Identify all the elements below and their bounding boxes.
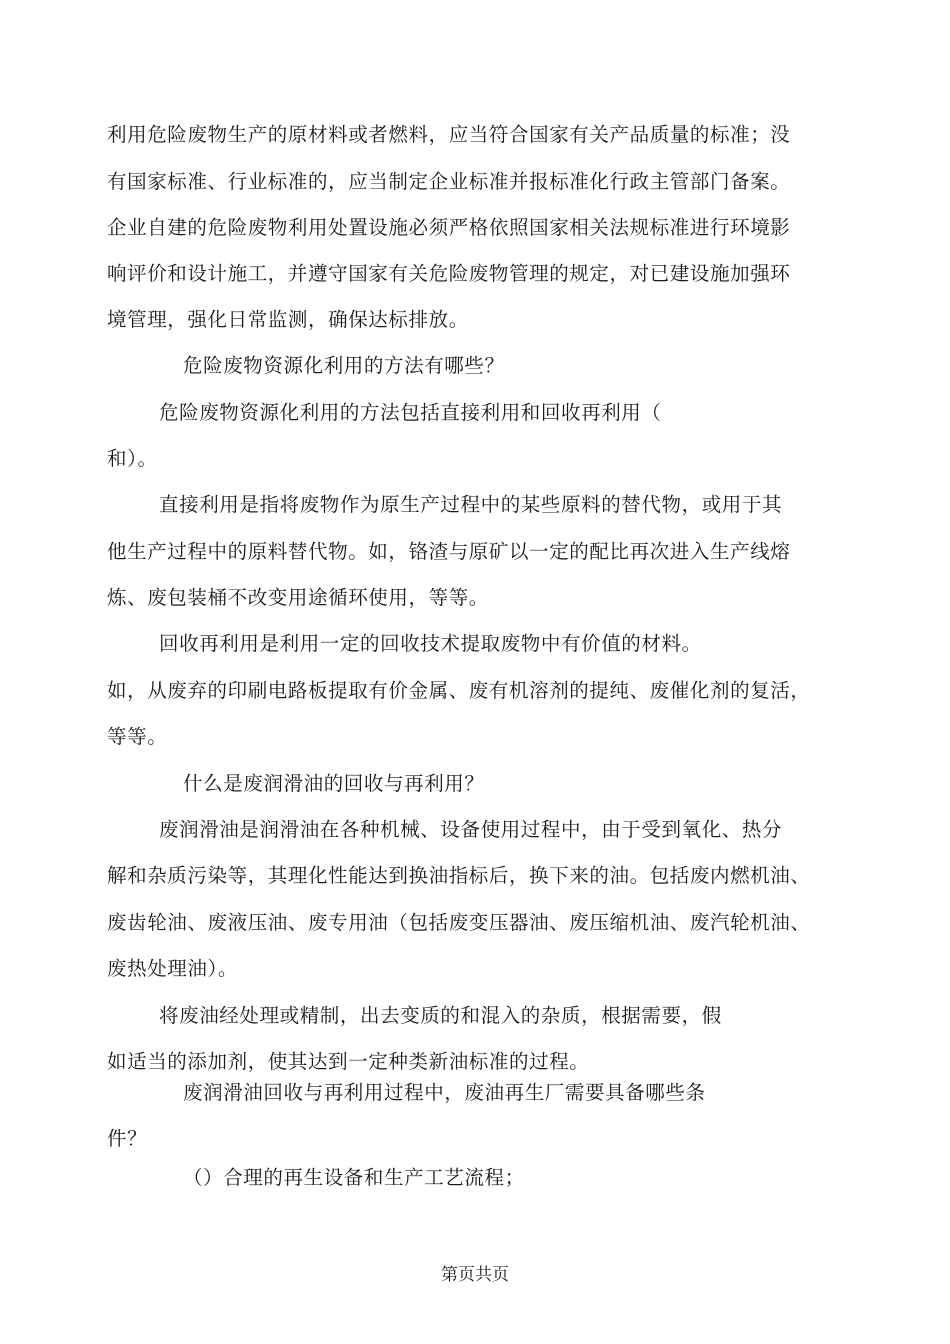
paragraph-line: 他生产过程中的原料替代物。如，铬渣与原矿以一定的配比再次进入生产线熔 [107, 540, 791, 563]
paragraph-line: 如，从废弃的印刷电路板提取有价金属、废有机溶剂的提纯、废催化剂的复活， [107, 679, 811, 702]
paragraph-line: 危险废物资源化利用的方法包括直接利用和回收再利用（ [159, 401, 662, 424]
paragraph-line: 直接利用是指将废物作为原生产过程中的某些原料的替代物，或用于其 [159, 493, 783, 516]
paragraph-line: 等等。 [107, 725, 168, 748]
paragraph-line: 境管理，强化日常监测，确保达标排放。 [107, 308, 469, 331]
section-heading: 件？ [107, 1127, 148, 1150]
paragraph-line: 解和杂质污染等，其理化性能达到换油指标后，换下来的油。包括废内燃机油、 [107, 864, 811, 887]
paragraph-line: 废润滑油是润滑油在各种机械、设备使用过程中，由于受到氧化、热分 [159, 818, 783, 841]
paragraph-line: 利用危险废物生产的原材料或者燃料，应当符合国家有关产品质量的标准；没 [107, 123, 791, 146]
paragraph-line: 废热处理油）。 [107, 957, 238, 980]
section-heading: 什么是废润滑油的回收与再利用？ [183, 772, 485, 795]
paragraph-line: 和）。 [107, 447, 158, 470]
section-heading: 废润滑油回收与再利用过程中，废油再生厂需要具备哪些条 [183, 1081, 706, 1104]
paragraph-line: 有国家标准、行业标准的，应当制定企业标准并报标准化行政主管部门备案。 [107, 170, 791, 193]
paragraph-line: 响评价和设计施工，并遵守国家有关危险废物管理的规定，对已建设施加强环 [107, 262, 791, 285]
list-item: （）合理的再生设备和生产工艺流程； [183, 1166, 525, 1189]
paragraph-line: 废齿轮油、废液压油、废专用油（包括废变压器油、废压缩机油、废汽轮机油、 [107, 911, 811, 934]
page-footer: 第页共页 [441, 1265, 509, 1285]
paragraph-line: 炼、废包装桶不改变用途循环使用，等等。 [107, 586, 489, 609]
paragraph-line: 将废油经处理或精制，出去变质的和混入的杂质，根据需要，假 [159, 1004, 722, 1027]
section-heading: 危险废物资源化利用的方法有哪些？ [183, 354, 505, 377]
paragraph-line: 回收再利用是利用一定的回收技术提取废物中有价值的材料。 [159, 632, 702, 655]
paragraph-line: 如适当的添加剂，使其达到一定种类新油标准的过程。 [107, 1050, 590, 1073]
paragraph-line: 企业自建的危险废物利用处置设施必须严格依照国家相关法规标准进行环境影 [107, 216, 791, 239]
